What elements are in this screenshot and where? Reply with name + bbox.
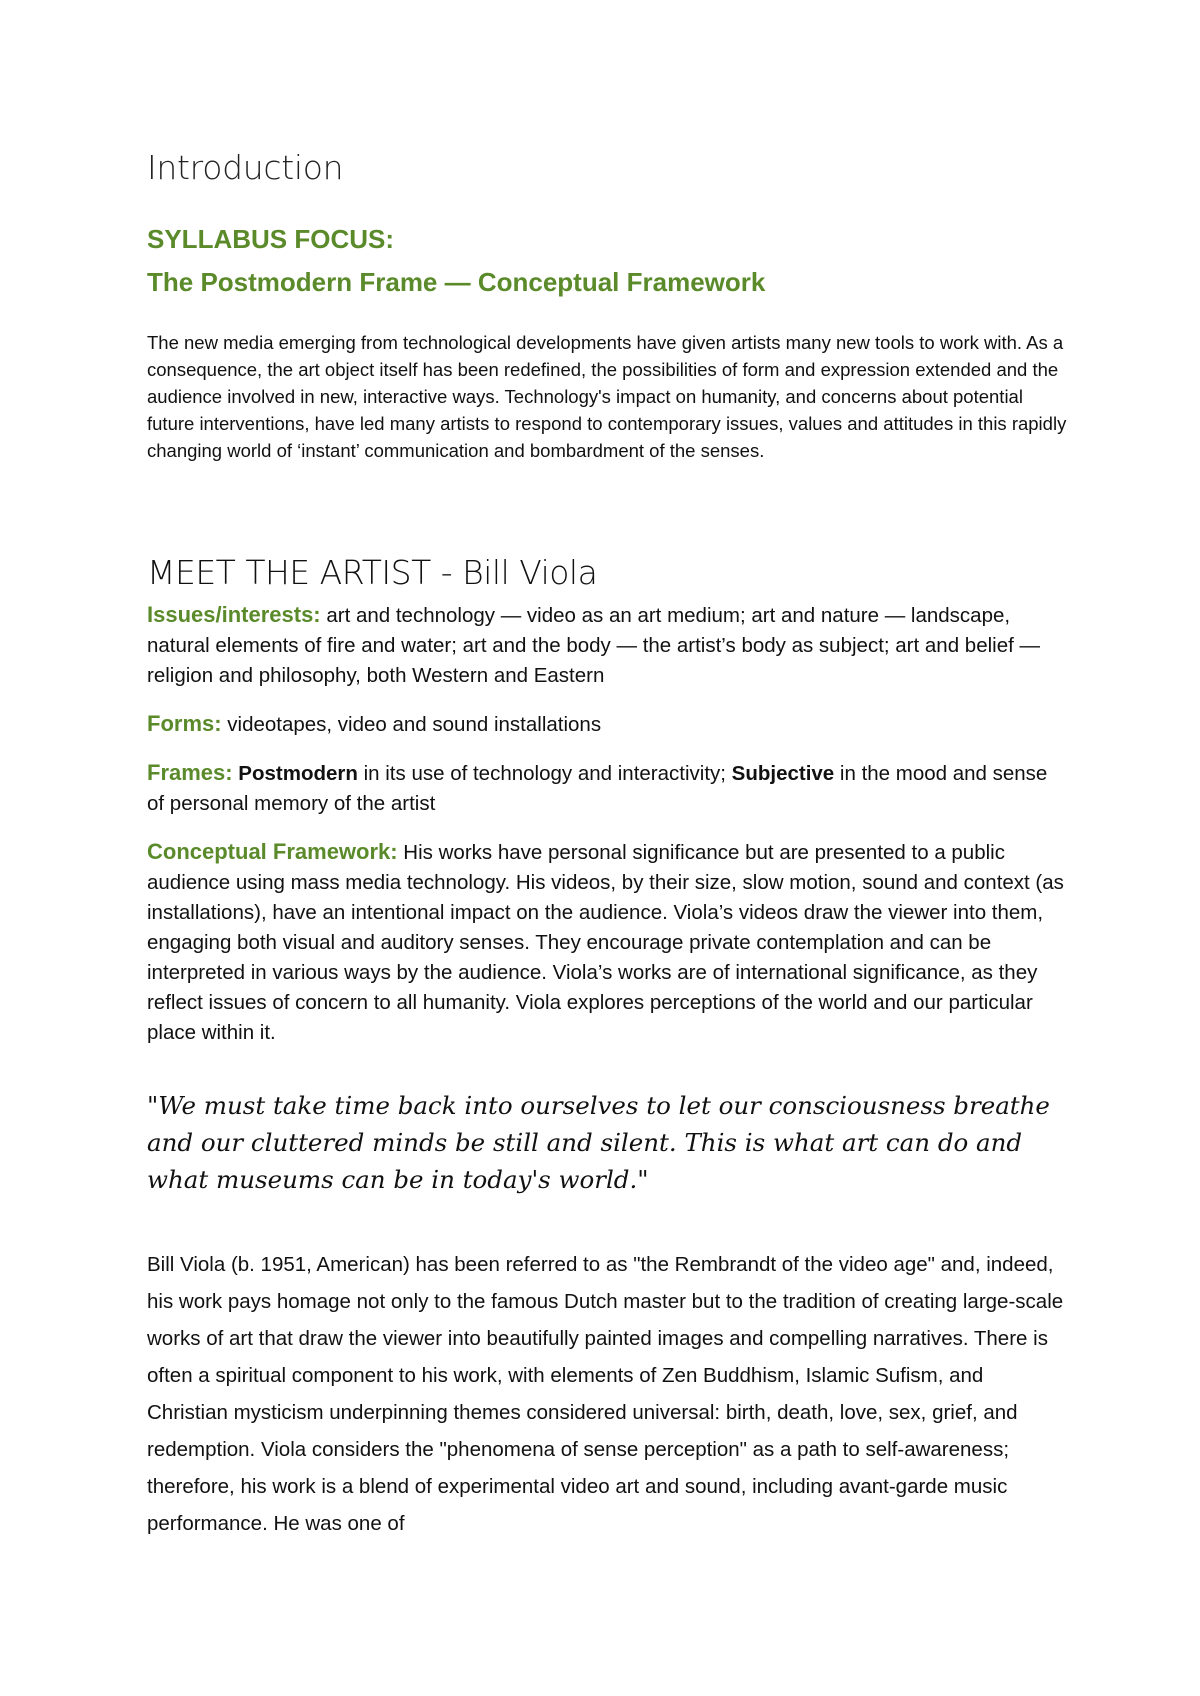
- frames-label: Frames:: [147, 760, 233, 785]
- introduction-heading: Introduction: [147, 148, 344, 187]
- forms-label: Forms:: [147, 711, 222, 736]
- issues-interests-text: art and technology — video as an art medium; art and nature — landscape, natural elements of fire and water; art and the body — the artist’s body as subject; art and belief — religion and philosophy, both Western and Eastern: [147, 604, 1041, 687]
- forms-text: videotapes, video and sound installations: [221, 713, 602, 736]
- artist-quote: "We must take time back into ourselves to let our consciousness breathe and our cluttered minds be still and silent. This is what art can do and what museums can be in today's world.": [147, 1091, 1050, 1194]
- frames-paragraph: [147, 758, 1067, 819]
- syllabus-focus-subtitle: The Postmodern Frame — Conceptual Framework: [147, 267, 766, 297]
- syllabus-focus-label: SYLLABUS FOCUS:: [147, 224, 394, 254]
- forms-paragraph: [147, 709, 1067, 740]
- frames-text-2: in the mood and sense of personal memory of the artist: [147, 762, 1048, 815]
- introduction-paragraph: The new media emerging from technological developments have given artists many new tools to work with. As a consequence, the art object itself has been redefined, the possibilities of form and expression extended and the audience involved in new, interactive ways. Technology's impact on humanity, and concerns about potential future interventions, have led many artists to respond to contemporary issues, values and attitudes in this rapidly changing world of ‘instant’ communication and bombardment of the senses.: [147, 332, 1067, 461]
- frames-postmodern: Postmodern: [238, 762, 358, 785]
- artist-facts: [147, 600, 1067, 1066]
- issues-interests-label: Issues/interests:: [147, 602, 321, 627]
- issues-interests-paragraph: [147, 600, 1067, 691]
- conceptual-framework-paragraph: [147, 837, 1067, 1048]
- conceptual-framework-text: His works have personal significance but are presented to a public audience using mass media technology. His videos, by their size, slow motion, sound and context (as installations), have an intentional impact on the audience. Viola’s videos draw the viewer into them, engaging both visual and auditory senses. They encourage private contemplation and can be interpreted in various ways by the audience. Viola’s works are of international significance, as they reflect issues of concern to all humanity. Viola explores perceptions of the world and our particular place within it.: [147, 841, 1064, 1044]
- frames-text-1: in its use of technology and interactivity;: [357, 762, 732, 785]
- artist-biography: Bill Viola (b. 1951, American) has been referred to as "the Rembrandt of the video age" and, indeed, his work pays homage not only to the famous Dutch master but to the tradition of creating large-scale works of art that draw the viewer into beautifully painted images and compelling narratives. There is often a spiritual component to his work, with elements of Zen Buddhism, Islamic Sufism, and Christian mysticism underpinning themes considered universal: birth, death, love, sex, grief, and redemption. Viola considers the "phenomena of sense perception" as a path to self-awareness; therefore, his work is a blend of experimental video art and sound, including avant-garde music performance. He was one of: [147, 1253, 1064, 1535]
- conceptual-framework-label: Conceptual Framework:: [147, 839, 398, 864]
- frames-subjective: Subjective: [731, 762, 835, 785]
- meet-the-artist-heading: MEET THE ARTIST - Bill Viola: [147, 553, 598, 592]
